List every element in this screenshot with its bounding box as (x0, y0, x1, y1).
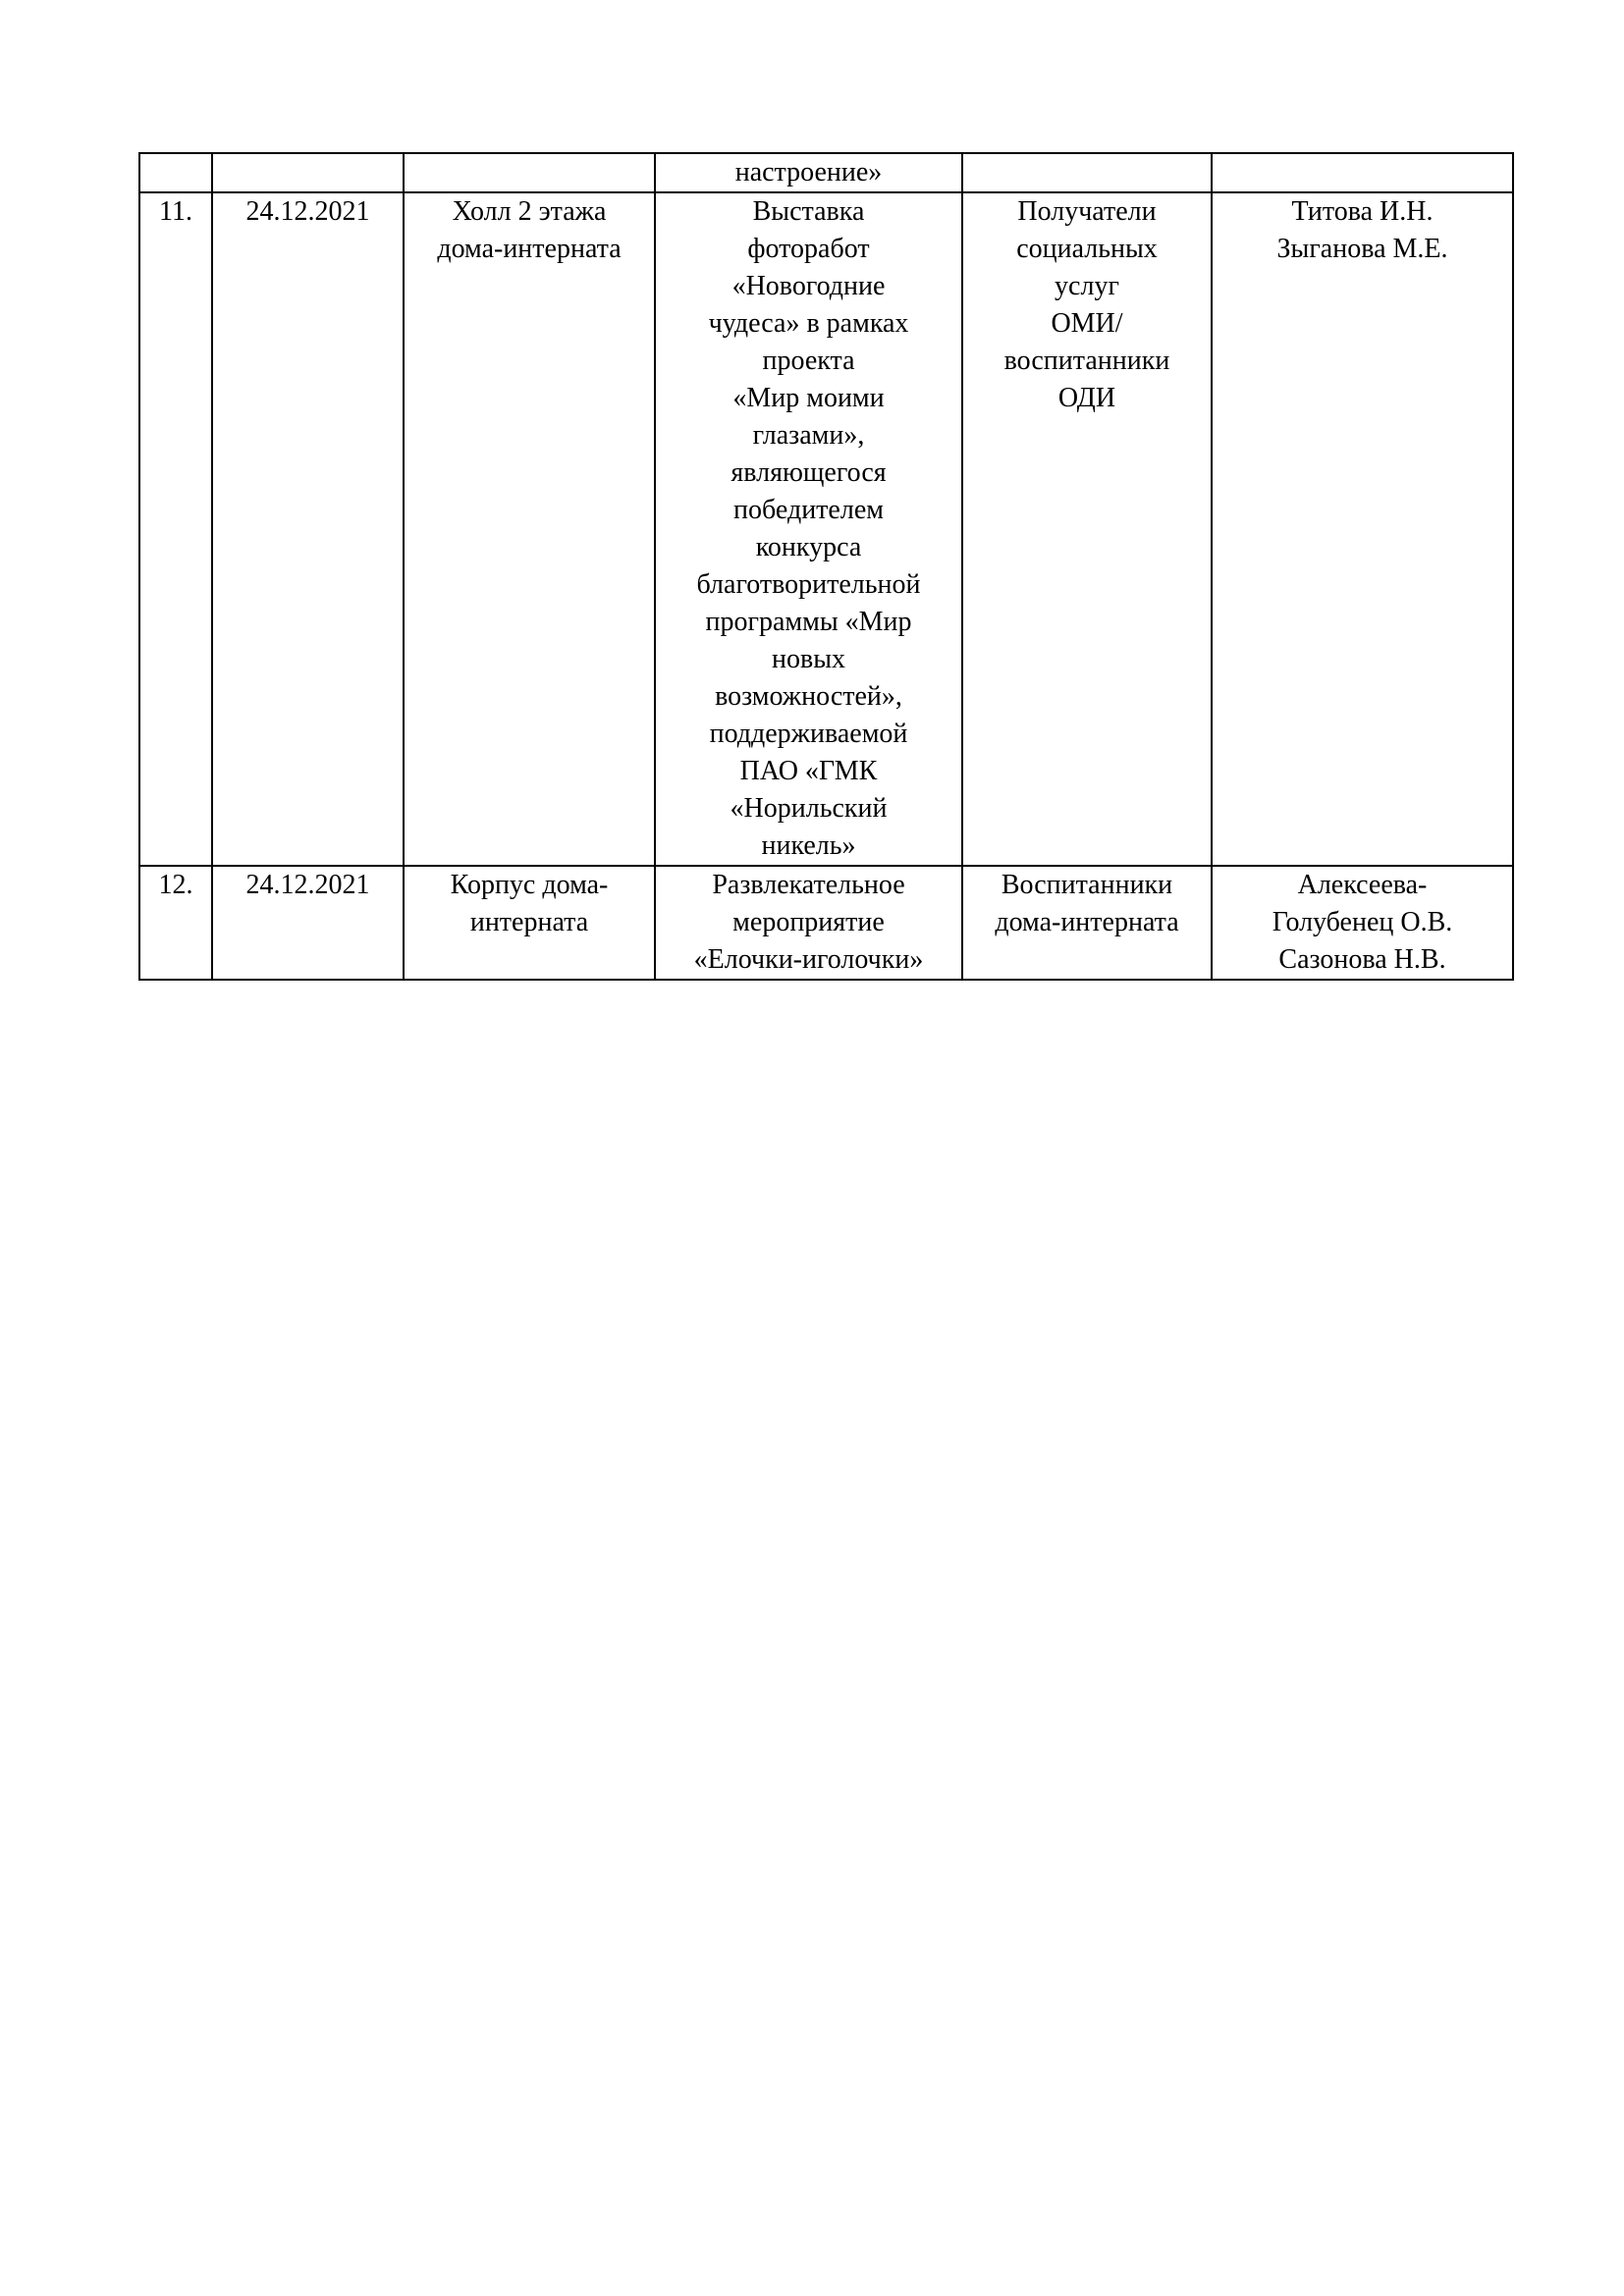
cell-place (404, 153, 655, 192)
cell-date: 24.12.2021 (212, 866, 404, 980)
cell-responsible: Титова И.Н. Зыганова М.Е. (1212, 192, 1513, 866)
events-table (138, 152, 1514, 981)
cell-place: Холл 2 этажа дома-интерната (404, 192, 655, 866)
cell-responsible: Алексеева- Голубенец О.В. Сазонова Н.В. (1212, 866, 1513, 980)
cell-date: 24.12.2021 (212, 192, 404, 866)
cell-num (139, 153, 212, 192)
cell-audience: Получатели социальных услуг ОМИ/ воспитанники ОДИ (962, 192, 1212, 866)
cell-audience: Воспитанники дома-интерната (962, 866, 1212, 980)
cell-event: Выставка фоторабот «Новогодние чудеса» в рамках проекта «Мир моими глазами», являющегося победителем конкурса благотворительной программы «Мир новых возможностей», поддерживаемой ПАО «ГМК «Норильский никель» (655, 192, 962, 866)
table-row (139, 866, 1513, 980)
cell-date (212, 153, 404, 192)
cell-audience (962, 153, 1212, 192)
cell-num: 12. (139, 866, 212, 980)
table-row-continuation (139, 153, 1513, 192)
cell-event: настроение» (655, 153, 962, 192)
cell-place: Корпус дома- интерната (404, 866, 655, 980)
cell-responsible (1212, 153, 1513, 192)
cell-num: 11. (139, 192, 212, 866)
cell-event: Развлекательное мероприятие «Елочки-иголочки» (655, 866, 962, 980)
table-row (139, 192, 1513, 866)
